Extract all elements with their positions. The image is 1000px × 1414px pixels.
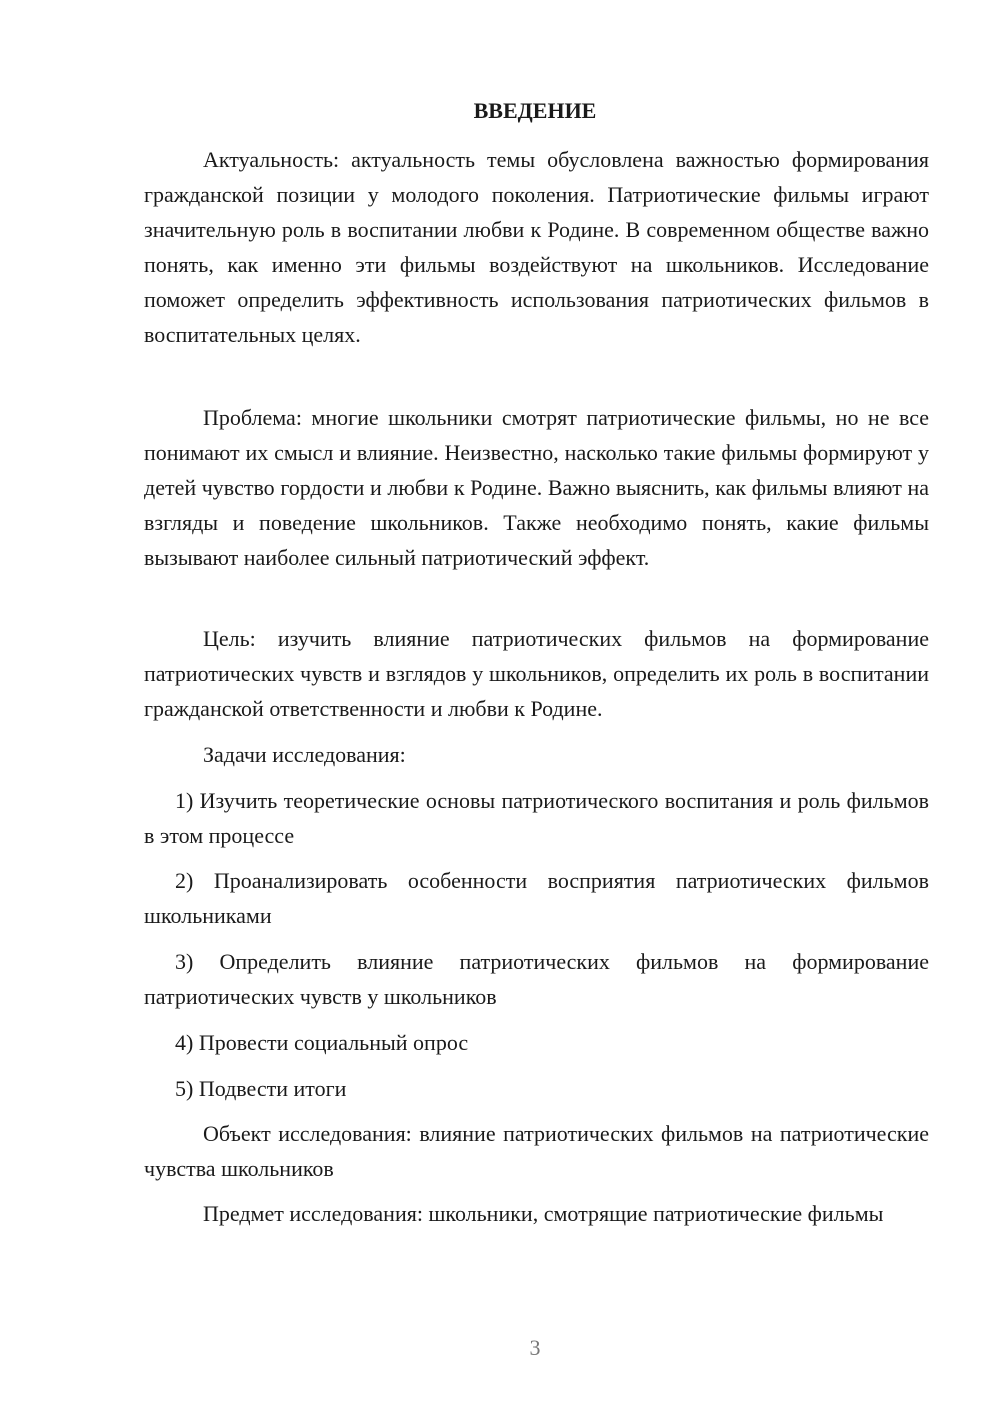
tasks-heading: Задачи исследования: [203,742,406,767]
paragraph-subject: Предмет исследования: школьники, смотрящие патриотические фильмы [203,1201,884,1226]
task-item-1: 1) Изучить теоретические основы патриотического воспитания и роль фильмов в этом процессе [144,788,929,848]
page-title: ВВЕДЕНИЕ [473,98,597,123]
task-item-2: 2) Проанализировать особенности восприятия патриотических фильмов школьниками [144,868,929,928]
paragraph-object: Объект исследования: влияние патриотических фильмов на патриотические чувства школьников [144,1121,929,1181]
task-item-4: 4) Провести социальный опрос [175,1030,469,1055]
task-item-5: 5) Подвести итоги [175,1076,347,1101]
page-number: 3 [529,1335,541,1360]
task-item-3: 3) Определить влияние патриотических фильмов на формирование патриотических чувств у школьников [144,949,929,1009]
paragraph-problem: Проблема: многие школьники смотрят патриотические фильмы, но не все понимают их смысл и влияние. Неизвестно, насколько такие фильмы формируют у детей чувство гордости и любви к Родине. Важно выяснить, как фильмы влияют на взгляды и поведение школьников. Также необходимо понять, какие фильмы вызывают наиболее сильный патриотический эффект. [144,405,929,570]
paragraph-relevance: Актуальность: актуальность темы обусловлена важностью формирования гражданской позиции у молодого поколения. Патриотические фильмы играют значительную роль в воспитании любви к Родине. В современном обществе важно понять, как именно эти фильмы воздействуют на школьников. Исследование поможет определить эффективность использования патриотических фильмов в воспитательных целях. [144,147,929,347]
paragraph-goal: Цель: изучить влияние патриотических фильмов на формирование патриотических чувств и взглядов у школьников, определить их роль в воспитании гражданской ответственности и любви к Родине. [144,626,929,721]
